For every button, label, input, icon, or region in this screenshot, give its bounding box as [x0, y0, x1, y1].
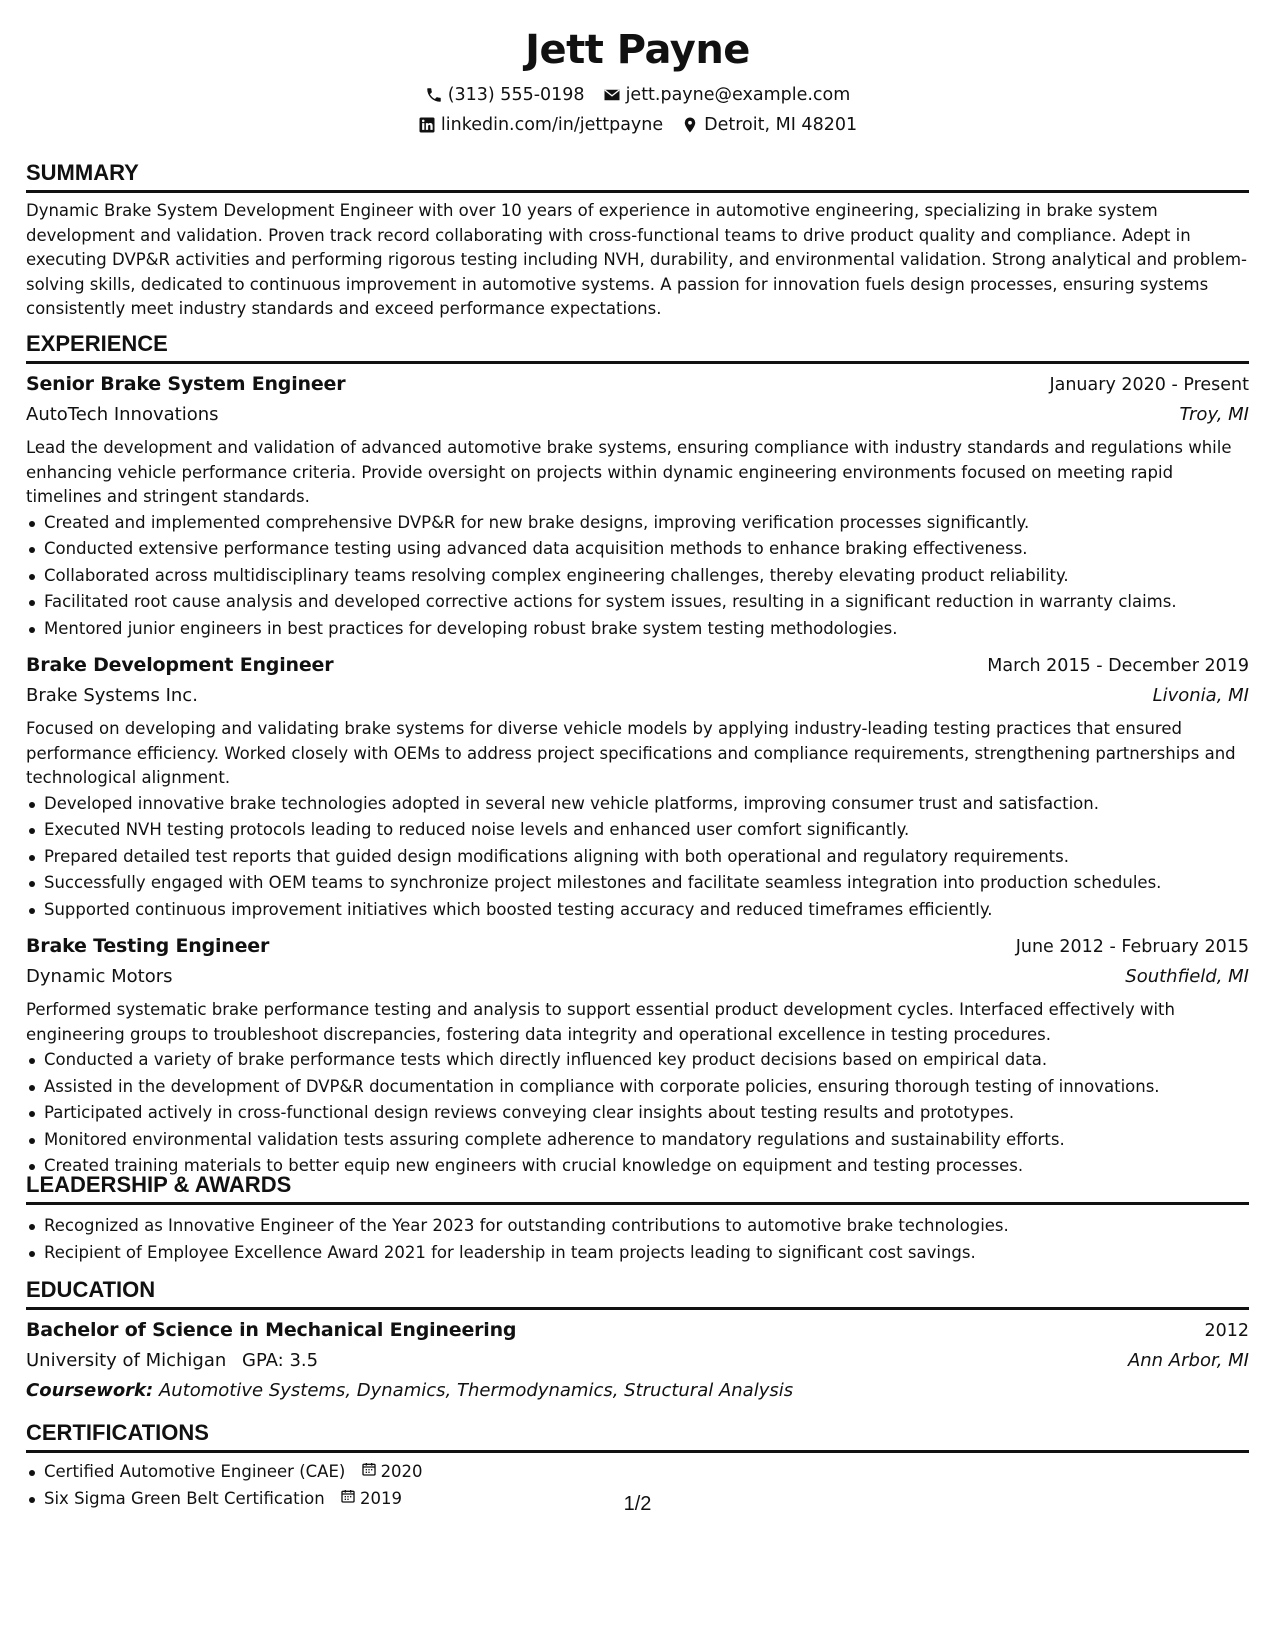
job-bullets — [26, 791, 1249, 924]
coursework-label: Coursework: — [26, 1380, 154, 1401]
summary-section — [26, 158, 1249, 322]
job-title: Brake Development Engineer — [26, 654, 334, 676]
job-location: Troy, MI — [1179, 404, 1249, 425]
phone-text: (313) 555-0198 — [447, 85, 585, 105]
list-item: Recipient of Employee Excellence Award 2021 for leadership in team projects leading to significant cost savings. — [26, 1240, 1249, 1267]
list-item: Facilitated root cause analysis and developed corrective actions for system issues, resulting in a significant reduction in warranty claims. — [26, 589, 1249, 616]
contact-phone[interactable] — [425, 80, 585, 110]
coursework-line — [26, 1376, 1249, 1406]
list-item: Successfully engaged with OEM teams to synchronize project milestones and facilitate seamless integration into production schedules. — [26, 870, 1249, 897]
contact-row-1 — [0, 80, 1275, 110]
awards-list — [26, 1213, 1249, 1266]
job-title: Senior Brake System Engineer — [26, 373, 346, 395]
contact-row-2 — [0, 110, 1275, 140]
job-description: Focused on developing and validating brake systems for diverse vehicle models by applying industry-leading testing practices that ensured performance efficiency. Worked closely with OEMs to address project specifications and compliance requirements, strengthening partnerships and technological alignment. — [26, 719, 1236, 787]
list-item: Supported continuous improvement initiatives which boosted testing accuracy and reduced timeframes efficiently. — [26, 897, 1249, 924]
cert-name: Six Sigma Green Belt Certification — [44, 1488, 325, 1508]
job-dates: January 2020 - Present — [1049, 375, 1249, 395]
job-bullets — [26, 1047, 1249, 1180]
contact-linkedin[interactable] — [418, 110, 663, 140]
gpa-text: GPA: 3.5 — [242, 1350, 319, 1371]
company-name: Dynamic Motors — [26, 966, 173, 987]
calendar-icon — [361, 1459, 377, 1486]
job-title: Brake Testing Engineer — [26, 935, 270, 957]
list-item: Mentored junior engineers in best practices for developing robust brake system testing methodologies. — [26, 616, 1249, 643]
section-divider — [26, 1307, 1249, 1310]
company-name: Brake Systems Inc. — [26, 685, 198, 706]
list-item: Assisted in the development of DVP&R documentation in compliance with corporate policies, ensuring thorough testing of innovations. — [26, 1074, 1249, 1101]
list-item — [26, 1459, 1249, 1486]
list-item: Created and implemented comprehensive DVP&R for new brake designs, improving verification processes significantly. — [26, 510, 1249, 537]
summary-heading: SUMMARY — [26, 160, 139, 185]
graduation-year: 2012 — [1204, 1321, 1249, 1341]
page-number: 1/2 — [623, 1493, 652, 1515]
map-pin-icon — [681, 116, 699, 134]
job-location: Livonia, MI — [1152, 685, 1249, 706]
job-description: Lead the development and validation of advanced automotive brake systems, ensuring compliance with industry standards and regulations while enhancing vehicle performance criteria. Provide oversight on projects within dynamic engineering environments focused on meeting rapid timelines and stringent standards. — [26, 438, 1232, 506]
certifications-heading: CERTIFICATIONS — [26, 1420, 209, 1445]
school-name: University of Michigan — [26, 1350, 227, 1371]
section-divider — [26, 190, 1249, 193]
list-item: Participated actively in cross-functional design reviews conveying clear insights about testing results and prototypes. — [26, 1100, 1249, 1127]
section-divider — [26, 361, 1249, 364]
list-item: Recognized as Innovative Engineer of the Year 2023 for outstanding contributions to automotive brake technologies. — [26, 1213, 1249, 1240]
education-section — [26, 1275, 1249, 1406]
summary-text: Dynamic Brake System Development Engineer with over 10 years of experience in automotive engineering, specializing in brake system development and validation. Proven track record collaborating with cross-functional teams to drive product quality and compliance. Adept in executing DVP&R activities and performing rigorous testing including NVH, durability, and environmental validation. Strong analytical and problem-solving skills, dedicated to continuous improvement in automotive systems. A passion for innovation fuels design processes, ensuring systems consistently meet industry standards and exceed performance expectations. — [26, 201, 1247, 318]
experience-heading: EXPERIENCE — [26, 331, 168, 356]
list-item: Created training materials to better equip new engineers with crucial knowledge on equipment and testing processes. — [26, 1153, 1249, 1180]
list-item: Prepared detailed test reports that guided design modifications aligning with both operational and regulatory requirements. — [26, 844, 1249, 871]
job-dates: March 2015 - December 2019 — [987, 656, 1249, 676]
degree-title: Bachelor of Science in Mechanical Engineering — [26, 1319, 517, 1341]
section-divider — [26, 1202, 1249, 1205]
job-entry — [26, 931, 1249, 1180]
job-dates: June 2012 - February 2015 — [1015, 937, 1249, 957]
list-item: Collaborated across multidisciplinary teams resolving complex engineering challenges, thereby elevating product reliability. — [26, 563, 1249, 590]
email-text: jett.payne@example.com — [625, 85, 851, 105]
school-location: Ann Arbor, MI — [1127, 1350, 1249, 1371]
job-location: Southfield, MI — [1125, 966, 1249, 987]
list-item: Developed innovative brake technologies adopted in several new vehicle platforms, improving consumer trust and satisfaction. — [26, 791, 1249, 818]
job-bullets — [26, 510, 1249, 643]
resume-header — [0, 20, 1275, 140]
cert-year: 2020 — [380, 1462, 423, 1481]
linkedin-text: linkedin.com/in/jettpayne — [440, 115, 664, 135]
location-text: Detroit, MI 48201 — [704, 115, 858, 135]
cert-year: 2019 — [359, 1488, 402, 1508]
contact-location — [681, 110, 857, 140]
candidate-name: Jett Payne — [525, 27, 750, 73]
job-entry — [26, 650, 1249, 923]
list-item: Conducted extensive performance testing using advanced data acquisition methods to enhance braking effectiveness. — [26, 536, 1249, 563]
linkedin-icon — [418, 116, 436, 134]
awards-heading: LEADERSHIP & AWARDS — [26, 1172, 292, 1197]
list-item: Executed NVH testing protocols leading to reduced noise levels and enhanced user comfort significantly. — [26, 817, 1249, 844]
awards-section — [26, 1170, 1249, 1266]
cert-name: Certified Automotive Engineer (CAE) — [44, 1462, 346, 1481]
company-name: AutoTech Innovations — [26, 404, 219, 425]
list-item: Monitored environmental validation tests assuring complete adherence to mandatory regulations and sustainability efforts. — [26, 1127, 1249, 1154]
coursework-text: Automotive Systems, Dynamics, Thermodynamics, Structural Analysis — [158, 1380, 794, 1401]
education-heading: EDUCATION — [26, 1277, 156, 1302]
contact-email[interactable] — [603, 80, 851, 110]
list-item: Conducted a variety of brake performance tests which directly influenced key product decisions based on empirical data. — [26, 1047, 1249, 1074]
section-divider — [26, 1450, 1249, 1453]
job-entry — [26, 369, 1249, 642]
phone-icon — [425, 86, 443, 104]
experience-section — [26, 329, 1249, 1180]
job-description: Performed systematic brake performance testing and analysis to support essential product development cycles. Interfaced effectively with engineering groups to troubleshoot discrepancies, fostering data integrity and operational excellence in testing procedures. — [26, 1000, 1175, 1044]
envelope-icon — [603, 86, 621, 104]
